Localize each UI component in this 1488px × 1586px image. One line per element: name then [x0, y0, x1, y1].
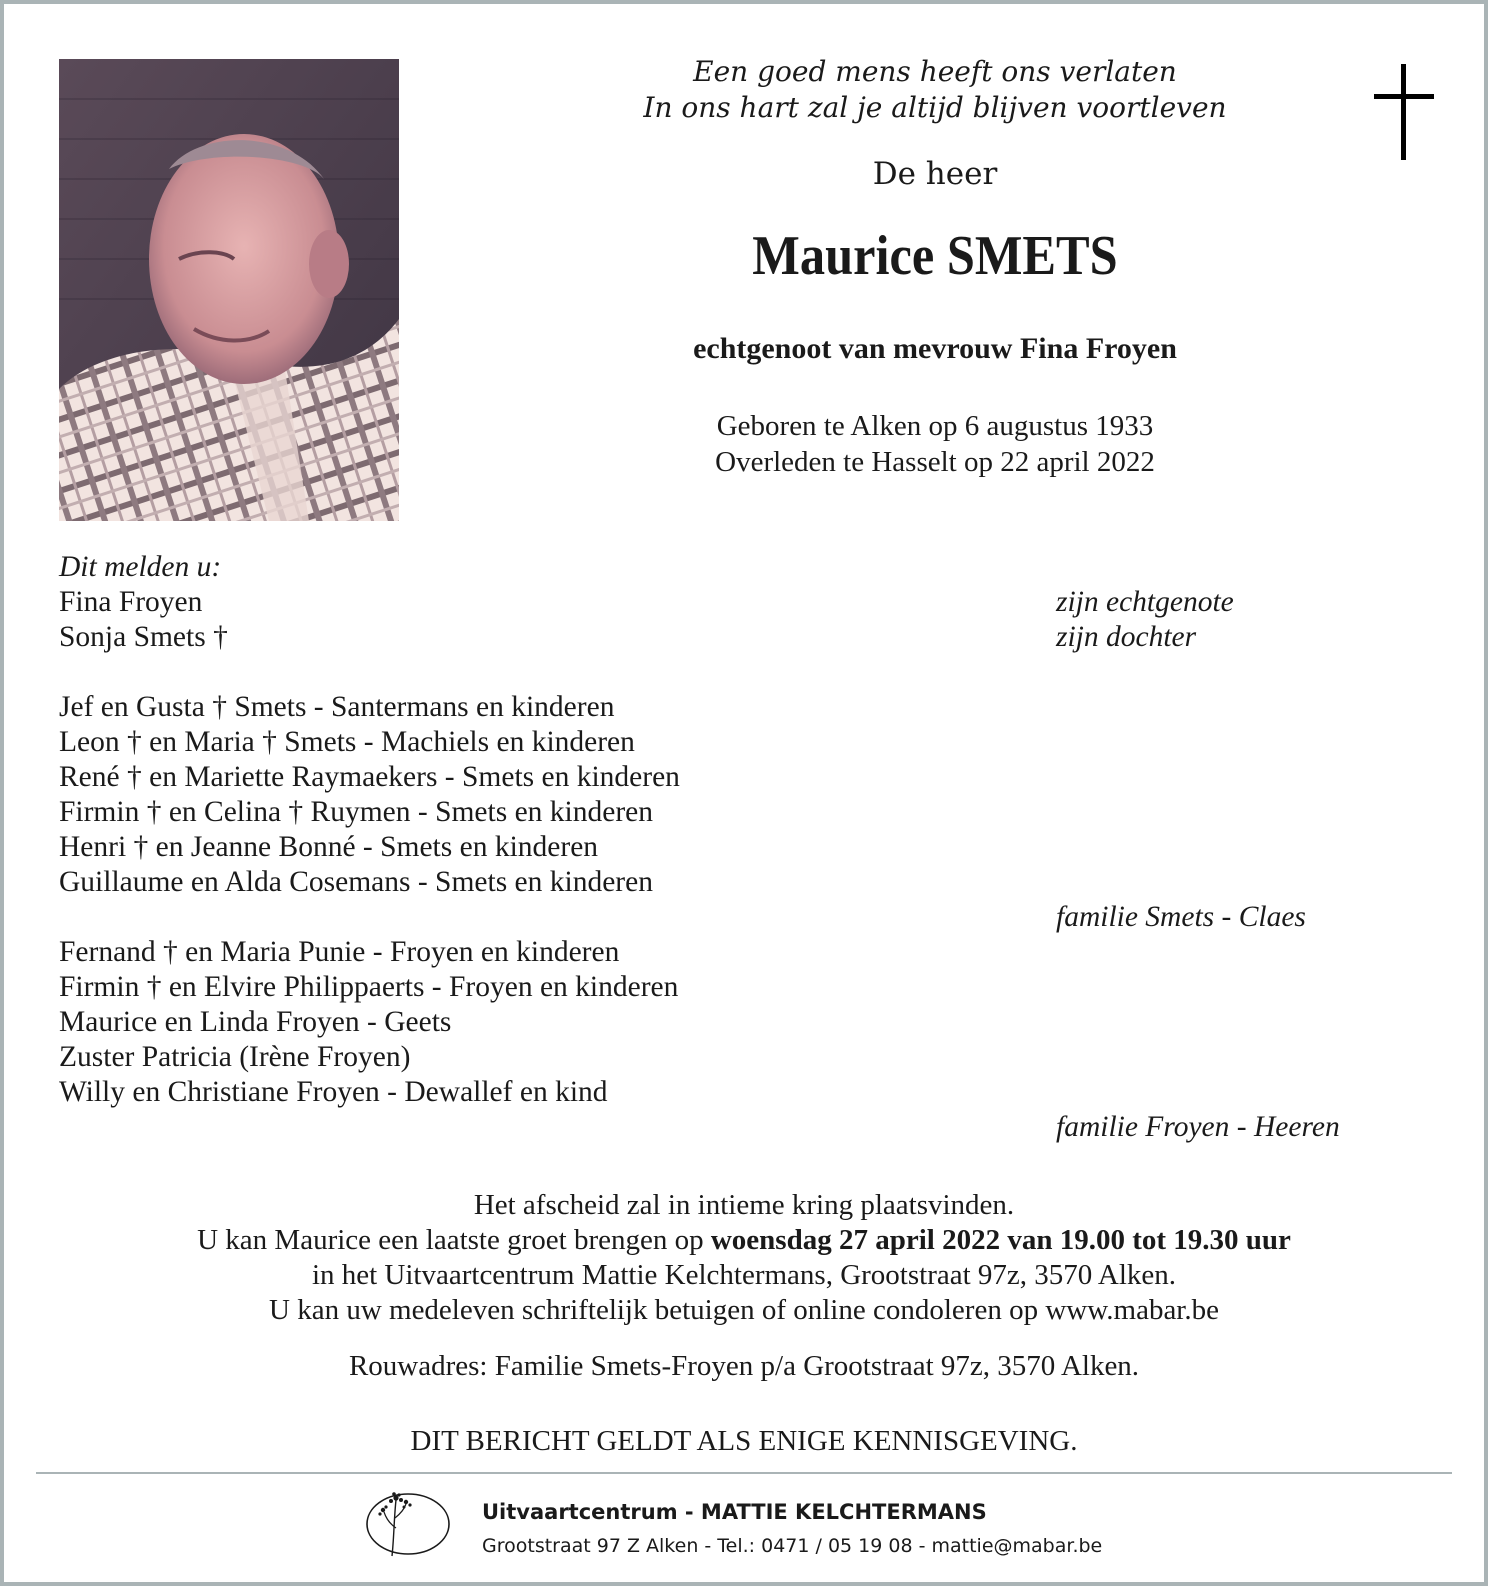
list-item — [59, 1040, 1439, 1075]
family-label — [59, 900, 1439, 935]
family-line: Leon † en Maria † Smets - Machiels en kinderen — [59, 726, 635, 758]
family-line: Henri † en Jeanne Bonné - Smets en kinderen — [59, 831, 599, 863]
notice-text: DIT BERICHT GELDT ALS ENIGE KENNISGEVING. — [410, 1425, 1078, 1457]
motto-line: In ons hart zal je altijd blijven voortleven — [643, 91, 1227, 124]
cross-icon — [1374, 64, 1434, 164]
list-item — [59, 690, 1439, 725]
announcer-relation: zijn echtgenote — [1056, 586, 1234, 618]
announcer-relation: zijn dochter — [1056, 621, 1197, 653]
funeral-line: Het afscheid zal in intieme kring plaatsvinden. — [473, 1189, 1015, 1221]
list-item — [59, 1005, 1439, 1040]
funeral-line: U kan uw medeleven schriftelijk betuigen of online condoleren op www.mabar.be — [269, 1294, 1219, 1326]
funeral-line — [0, 1223, 1488, 1258]
list-item — [59, 620, 1439, 655]
family-line: Zuster Patricia (Irène Froyen) — [59, 1041, 411, 1073]
life-dates — [560, 408, 1310, 480]
announcer-name: Sonja Smets † — [59, 621, 228, 653]
salutation: De heer — [872, 156, 998, 192]
flower-logo-icon — [364, 1488, 454, 1564]
list-item — [59, 795, 1439, 830]
mourning-address: Rouwadres: Familie Smets-Froyen p/a Grootstraat 97z, 3570 Alken. — [348, 1350, 1140, 1382]
family-label-text: familie Froyen - Heeren — [1056, 1111, 1340, 1143]
portrait-photo — [59, 59, 399, 521]
birth-line: Geboren te Alken op 6 augustus 1933 — [716, 410, 1154, 442]
list-item — [59, 970, 1439, 1005]
family-line: Willy en Christiane Froyen - Dewallef en kind — [59, 1076, 608, 1108]
family-label — [59, 1110, 1439, 1145]
footer-divider — [36, 1472, 1452, 1474]
list-item — [59, 935, 1439, 970]
family-line: Jef en Gusta † Smets - Santermans en kinderen — [59, 691, 615, 723]
list-item — [59, 1075, 1439, 1110]
funeral-home-contact: Grootstraat 97 Z Alken - Tel.: 0471 / 05 19 08 - mattie@mabar.be — [482, 1535, 1103, 1557]
family-line: Guillaume en Alda Cosemans - Smets en kinderen — [59, 866, 653, 898]
funeral-text: U kan Maurice een laatste groet brengen op — [197, 1224, 711, 1256]
funeral-line: in het Uitvaartcentrum Mattie Kelchtermans, Grootstraat 97z, 3570 Alken. — [311, 1259, 1177, 1291]
announcers-list — [59, 550, 1439, 1145]
spouse-line: echtgenoot van mevrouw Fina Froyen — [693, 332, 1177, 365]
intro-text: Dit melden u: — [59, 551, 222, 583]
family-line: Maurice en Linda Froyen - Geets — [59, 1006, 452, 1038]
death-line: Overleden te Hasselt op 22 april 2022 — [715, 446, 1155, 478]
family-line: Firmin † en Elvire Philippaerts - Froyen en kinderen — [59, 971, 679, 1003]
funeral-datetime: woensdag 27 april 2022 van 19.00 tot 19.30 uur — [710, 1224, 1291, 1256]
funeral-home-name: Uitvaartcentrum - MATTIE KELCHTERMANS — [482, 1500, 987, 1524]
family-line: Firmin † en Celina † Ruymen - Smets en kinderen — [59, 796, 654, 828]
deceased-name: Maurice SMETS — [752, 225, 1118, 287]
family-line: René † en Mariette Raymaekers - Smets en kinderen — [59, 761, 680, 793]
announcer-name: Fina Froyen — [59, 586, 203, 618]
funeral-info — [0, 1188, 1488, 1328]
motto — [560, 54, 1310, 126]
family-label-text: familie Smets - Claes — [1056, 901, 1306, 933]
list-item — [59, 725, 1439, 760]
family-line: Fernand † en Maria Punie - Froyen en kinderen — [59, 936, 620, 968]
list-item — [59, 865, 1439, 900]
list-item — [59, 830, 1439, 865]
list-item — [59, 760, 1439, 795]
list-item — [59, 585, 1439, 620]
motto-line: Een goed mens heeft ons verlaten — [693, 55, 1177, 88]
announcers-intro — [59, 550, 1439, 585]
